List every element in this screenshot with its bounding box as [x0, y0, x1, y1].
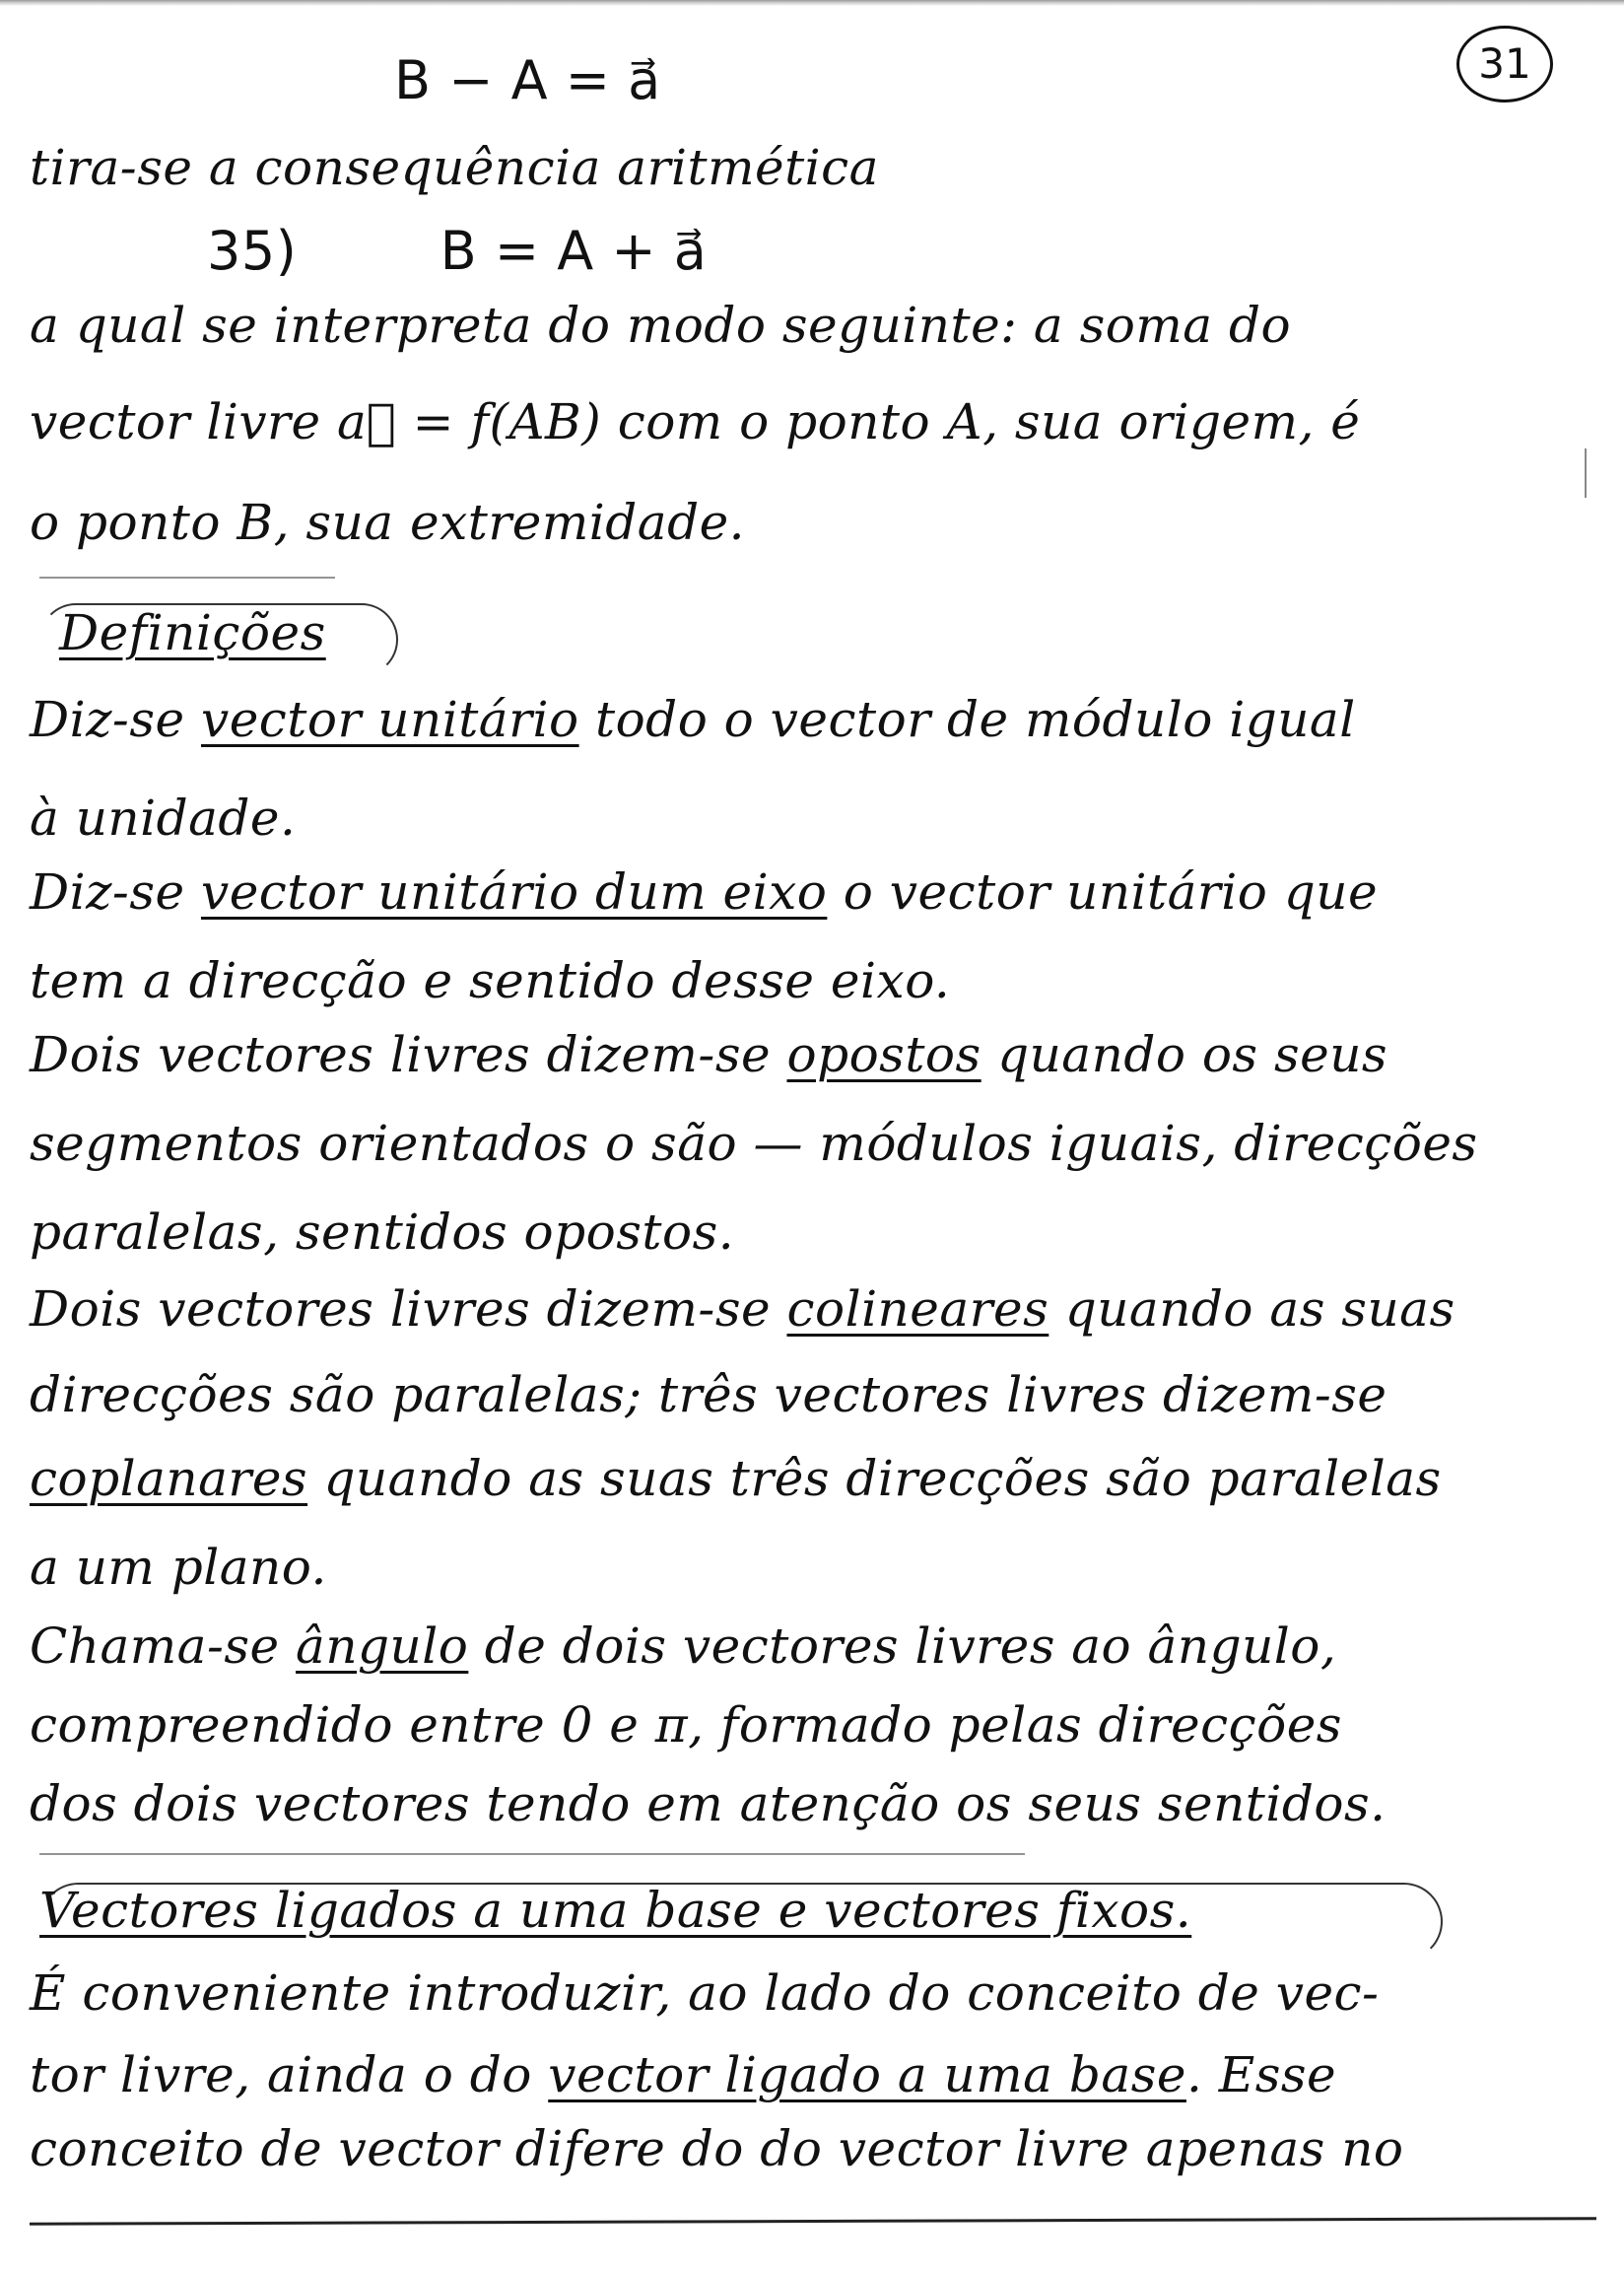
scan-top-edge [0, 0, 1624, 6]
paragraph-1-line-2: vector livre a⃗ = f(AB) com o ponto A, sua origem, é [30, 393, 1361, 450]
term-colineares: colineares [786, 1280, 1049, 1338]
definition-2-line-1 [30, 862, 1378, 922]
definition-5-line-2: compreendido entre 0 e π, formado pelas direcções [30, 1696, 1342, 1754]
last-paragraph-line-1: É conveniente introduzir, ao lado do conceito de vec- [30, 1964, 1380, 2022]
formula-difference: B − A = a⃗ [394, 49, 661, 111]
definition-4-lead: Dois vectores livres dizem-se [30, 1280, 787, 1338]
definition-3-line-2: segmentos orientados o são — módulos iguais, direcções [30, 1115, 1478, 1172]
definition-5-tail: de dois vectores livres ao ângulo, [468, 1617, 1337, 1675]
definition-3-tail: quando os seus [981, 1026, 1388, 1083]
definition-3-line-1 [30, 1025, 1387, 1084]
definition-2-lead: Diz-se [30, 863, 201, 921]
section-divider [39, 577, 335, 579]
equation-body: B = A + a⃗ [440, 220, 708, 282]
equation-35 [207, 222, 707, 281]
definition-5-lead: Chama-se [30, 1617, 297, 1675]
bottom-edge-line [30, 2217, 1596, 2226]
heading-definicoes: Definições [59, 604, 326, 661]
definition-2-line-2: tem a direcção e sentido desse eixo. [30, 952, 951, 1009]
definition-1-line-2: à unidade. [30, 790, 297, 847]
last-paragraph-line-3: conceito de vector difere do do vector livre apenas no [30, 2120, 1404, 2177]
last-paragraph-tail: . Esse [1185, 2046, 1337, 2103]
definition-1-line-1 [30, 690, 1356, 749]
equation-label: 35) [207, 220, 298, 282]
definition-4-line-2: direcções são paralelas; três vectores livres dizem-se [30, 1366, 1387, 1423]
definition-1-tail: todo o vector de módulo igual [578, 691, 1356, 748]
definition-4-line-3-tail: quando as suas três direcções são paralelas [307, 1450, 1442, 1507]
term-vector-unitario: vector unitário [200, 691, 579, 748]
term-opostos: opostos [786, 1026, 981, 1083]
term-angulo: ângulo [296, 1617, 469, 1675]
definition-4-line-1 [30, 1279, 1455, 1339]
definition-3-line-3: paralelas, sentidos opostos. [30, 1204, 735, 1261]
last-paragraph-line-2 [30, 2045, 1336, 2104]
intro-line: tira-se a consequência aritmética [30, 139, 879, 196]
definition-2-tail: o vector unitário que [827, 863, 1379, 921]
term-coplanares: coplanares [30, 1450, 308, 1507]
definition-4-line-4: a um plano. [30, 1539, 327, 1596]
page-number: 31 [1456, 26, 1553, 103]
term-vector-ligado: vector ligado a uma base [548, 2046, 1186, 2103]
definition-1-lead: Diz-se [30, 691, 201, 748]
paragraph-1-line-3: o ponto B, sua extremidade. [30, 494, 746, 551]
paragraph-1-line-1: a qual se interpreta do modo seguinte: a soma do [30, 297, 1292, 354]
definition-4-line-3 [30, 1449, 1442, 1508]
margin-mark [1585, 448, 1587, 498]
last-paragraph-lead: tor livre, ainda o do [30, 2046, 549, 2103]
definition-5-line-3: dos dois vectores tendo em atenção os seus sentidos. [30, 1775, 1387, 1832]
definition-4-tail: quando as suas [1049, 1280, 1455, 1338]
term-vector-unitario-eixo: vector unitário dum eixo [200, 863, 828, 921]
section-divider-2 [39, 1853, 1025, 1855]
definition-3-lead: Dois vectores livres dizem-se [30, 1026, 787, 1083]
definition-5-line-1 [30, 1617, 1336, 1676]
heading-vectores-ligados: Vectores ligados a uma base e vectores fixos. [39, 1882, 1192, 1939]
